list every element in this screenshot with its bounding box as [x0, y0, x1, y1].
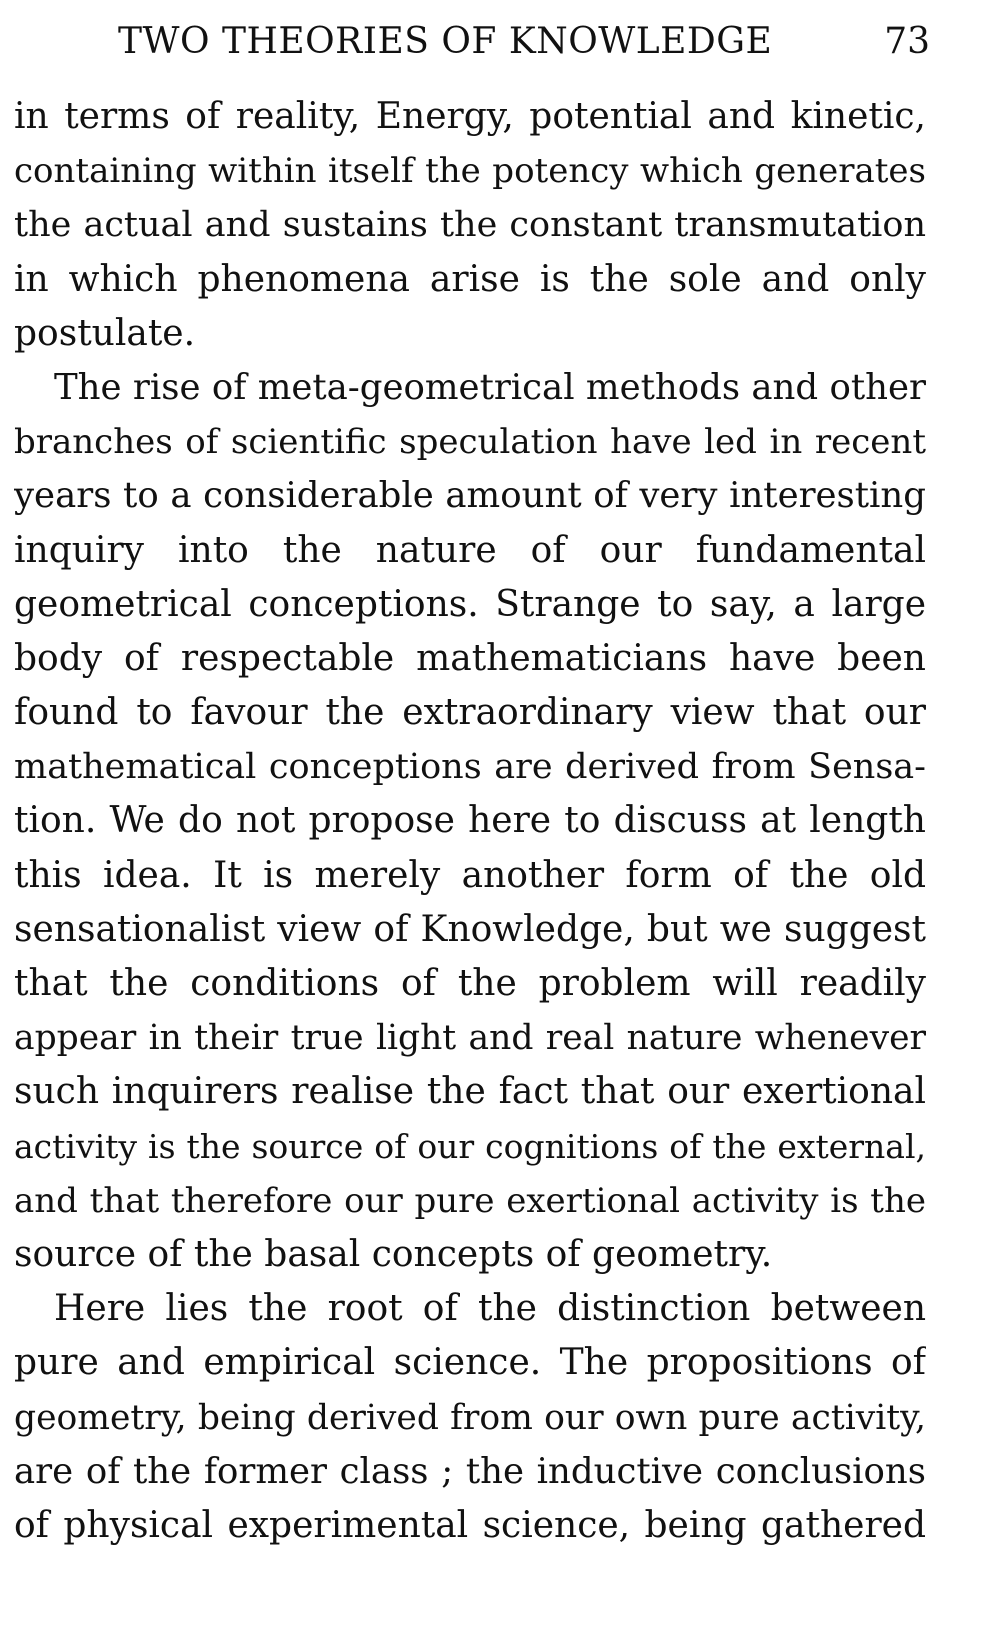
text-line: of physical experimental science, being gathered: [14, 1504, 926, 1546]
page-number: 73: [884, 21, 930, 62]
text-line: years to a considerable amount of very interesting: [14, 475, 926, 517]
text-line: in which phenomena arise is the sole and only: [14, 258, 926, 300]
text-line: postulate.: [14, 312, 196, 354]
text-line: that the conditions of the problem will readily: [14, 963, 926, 1004]
text-line: appear in their true light and real nature whenever: [14, 1018, 926, 1059]
text-line: such inquirers realise the fact that our exertional: [14, 1071, 926, 1113]
text-line: Here lies the root of the distinction between: [54, 1288, 926, 1330]
text-line: and that therefore our pure exertional activity is the: [14, 1180, 926, 1221]
text-line: inquiry into the nature of our fundamental: [14, 529, 926, 571]
text-line: found to favour the extraordinary view that our: [14, 692, 926, 734]
text-line: containing within itself the potency which generates: [14, 151, 926, 192]
text-line: geometry, being derived from our own pure activity,: [14, 1397, 926, 1438]
text-line: pure and empirical science. The propositions of: [14, 1342, 926, 1384]
text-line: are of the former class ; the inductive conclusions: [14, 1450, 926, 1492]
text-line: sensationalist view of Knowledge, but we suggest: [14, 908, 926, 950]
text-line: The rise of meta-geometrical methods and other: [54, 366, 926, 408]
text-line: geometrical conceptions. Strange to say, a large: [14, 583, 926, 625]
text-line: branches of scientific speculation have led in recent: [14, 422, 926, 463]
text-line: source of the basal concepts of geometry.: [14, 1233, 773, 1275]
text-line: body of respectable mathematicians have been: [14, 637, 926, 679]
text-line: in terms of reality, Energy, potential and kinetic,: [14, 96, 926, 137]
text-line: mathematical conceptions are derived from Sensa-: [14, 747, 926, 788]
body-text: [14, 90, 926, 1553]
text-line: this idea. It is merely another form of the old: [14, 854, 926, 896]
text-line: activity is the source of our cognitions of the external,: [14, 1126, 926, 1166]
running-head: [0, 14, 1000, 70]
text-line: tion. We do not propose here to discuss at length: [14, 800, 926, 842]
text-line: the actual and sustains the constant transmutation: [14, 205, 926, 246]
running-title: TWO THEORIES OF KNOWLEDGE: [118, 21, 773, 62]
